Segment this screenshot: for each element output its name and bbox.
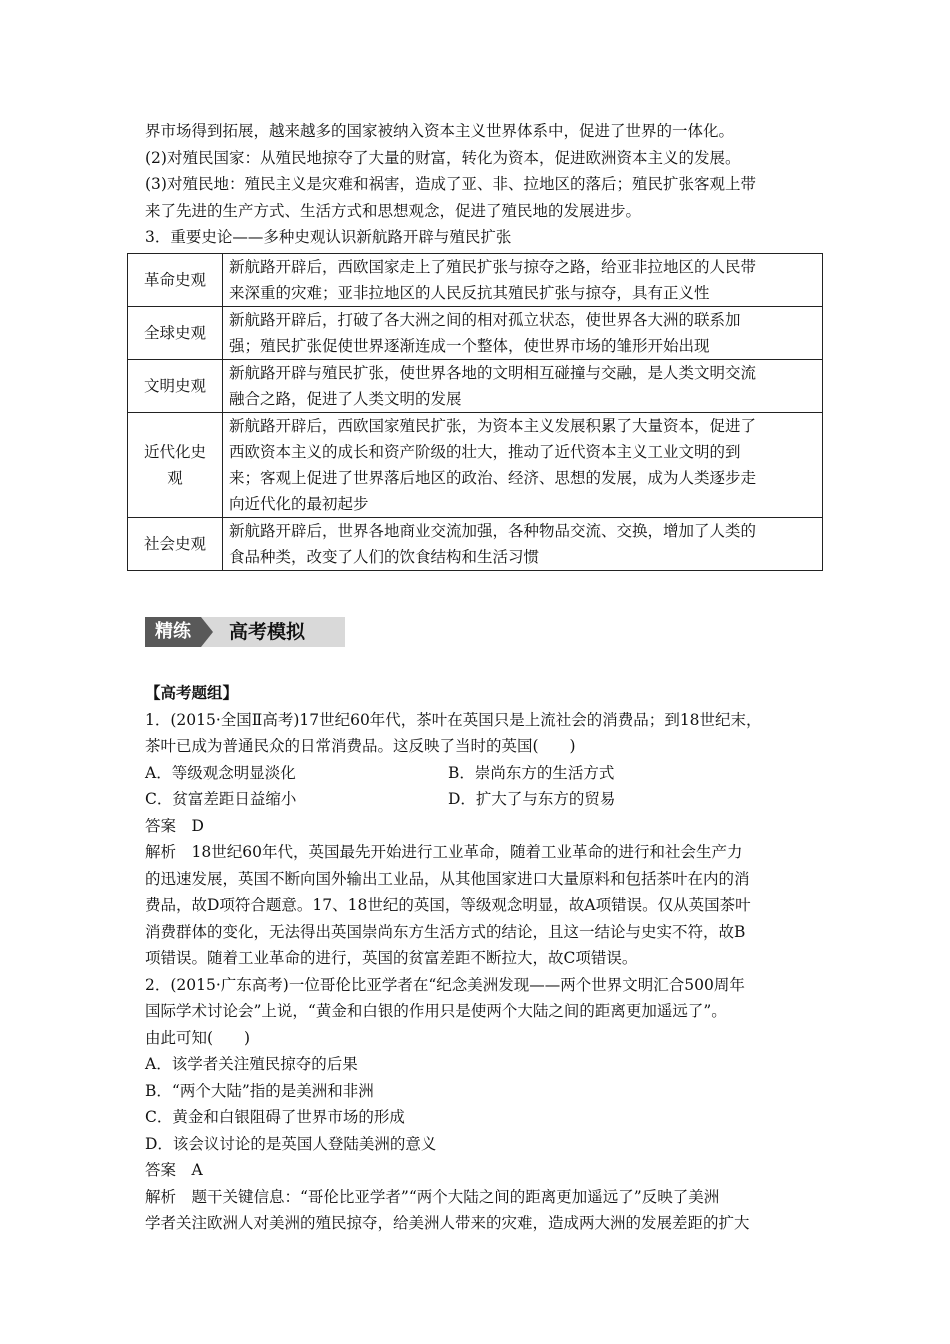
desc-line: 新航路开辟后，西欧国家走上了殖民扩张与掠夺之路，给亚非拉地区的人民带 bbox=[229, 257, 757, 276]
table-row bbox=[128, 359, 823, 412]
question-stem: 1．(2015·全国Ⅱ高考)17世纪60年代，茶叶在英国只是上流社会的消费品；到18世纪末， bbox=[145, 710, 762, 729]
view-name: 革命史观 bbox=[128, 253, 223, 306]
option: C．黄金和白银阻碍了世界市场的形成 bbox=[145, 1108, 405, 1126]
intro-line: (2)对殖民国家：从殖民地掠夺了大量的财富，转化为资本，促进欧洲资本主义的发展。 bbox=[145, 148, 741, 167]
question-stem: 由此可知( ) bbox=[145, 1028, 251, 1047]
view-desc bbox=[223, 412, 823, 517]
option: B．崇尚东方的生活方式 bbox=[448, 763, 615, 782]
view-desc bbox=[223, 359, 823, 412]
view-name-text: 近代化史观 bbox=[143, 442, 206, 487]
banner-arrow-icon bbox=[201, 617, 213, 647]
intro-line: 来了先进的生产方式、生活方式和思想观念，促进了殖民地的发展进步。 bbox=[145, 201, 642, 220]
analysis-line: 消费群体的变化，无法得出英国崇尚东方生活方式的结论，且这一结论与史实不符，故B bbox=[145, 922, 746, 941]
analysis-line: 费品，故D项符合题意。17、18世纪的英国，等级观念明显，故A项错误。仅从英国茶叶 bbox=[145, 896, 751, 914]
question-1 bbox=[145, 707, 845, 972]
intro-section bbox=[145, 118, 835, 571]
option: D．扩大了与东方的贸易 bbox=[448, 790, 616, 808]
option: A．该学者关注殖民掠夺的后果 bbox=[145, 1055, 358, 1073]
question-stem: 国际学术讨论会”上说，“黄金和白银的作用只是使两个大陆之间的距离更加遥远了”。 bbox=[145, 1002, 727, 1020]
desc-line: 食品种类，改变了人们的饮食结构和生活习惯 bbox=[229, 547, 540, 566]
practice-banner bbox=[145, 617, 345, 647]
desc-line: 新航路开辟后，世界各地商业交流加强，各种物品交流、交换，增加了人类的 bbox=[229, 521, 757, 540]
view-name: 社会史观 bbox=[128, 517, 223, 570]
analysis-line: 的迅速发展，英国不断向国外输出工业品，从其他国家进口大量原料和包括茶叶在内的消 bbox=[145, 869, 750, 888]
table-row bbox=[128, 412, 823, 517]
view-name: 文明史观 bbox=[128, 359, 223, 412]
option: B．“两个大陆”指的是美洲和非洲 bbox=[145, 1081, 374, 1100]
view-name bbox=[128, 412, 223, 517]
banner-tag: 精练 bbox=[145, 617, 201, 647]
question-stem: 2．(2015·广东高考)一位哥伦比亚学者在“纪念美洲发现——两个世界文明汇合500周年 bbox=[145, 975, 745, 994]
analysis-line: 解析 18世纪60年代，英国最先开始进行工业革命，随着工业革命的进行和社会生产力 bbox=[145, 843, 743, 861]
history-views-table bbox=[127, 253, 823, 571]
analysis-line: 学者关注欧洲人对美洲的殖民掠夺，给美洲人带来的灾难，造成两大洲的发展差距的扩大 bbox=[145, 1214, 750, 1232]
desc-line: 向近代化的最初起步 bbox=[229, 494, 369, 513]
group-label: 【高考题组】 bbox=[145, 683, 239, 702]
view-desc bbox=[223, 306, 823, 359]
view-name: 全球史观 bbox=[128, 306, 223, 359]
table-row bbox=[128, 517, 823, 570]
option: A．等级观念明显淡化 bbox=[145, 763, 296, 782]
banner-title: 高考模拟 bbox=[229, 621, 306, 643]
intro-line: 界市场得到拓展，越来越多的国家被纳入资本主义世界体系中，促进了世界的一体化。 bbox=[145, 122, 735, 140]
answer: 答案 D bbox=[145, 816, 204, 835]
desc-line: 来；客观上促进了世界落后地区的政治、经济、思想的发展，成为人类逐步走 bbox=[229, 468, 757, 487]
desc-line: 融合之路，促进了人类文明的发展 bbox=[229, 389, 462, 408]
desc-line: 新航路开辟与殖民扩张，使世界各地的文明相互碰撞与交融，是人类文明交流 bbox=[229, 363, 757, 382]
desc-line: 新航路开辟后，打破了各大洲之间的相对孤立状态，使世界各大洲的联系加 bbox=[229, 310, 741, 329]
exam-questions bbox=[145, 680, 845, 1237]
view-desc bbox=[223, 253, 823, 306]
desc-line: 西欧资本主义的成长和资产阶级的壮大，推动了近代资本主义工业文明的到 bbox=[229, 442, 741, 461]
option-row bbox=[145, 786, 845, 813]
table-row bbox=[128, 306, 823, 359]
answer: 答案 A bbox=[145, 1161, 203, 1179]
section-heading: 3．重要史论——多种史观认识新航路开辟与殖民扩张 bbox=[145, 228, 512, 246]
analysis-line: 解析 题干关键信息：“哥伦比亚学者”“两个大陆之间的距离更加遥远了”反映了美洲 bbox=[145, 1187, 720, 1206]
option: D．该会议讨论的是英国人登陆美洲的意义 bbox=[145, 1134, 437, 1153]
intro-line: (3)对殖民地：殖民主义是灾难和祸害，造成了亚、非、拉地区的落后；殖民扩张客观上带 bbox=[145, 175, 756, 193]
question-2 bbox=[145, 972, 845, 1237]
question-stem: 茶叶已成为普通民众的日常消费品。这反映了当时的英国( ) bbox=[145, 737, 576, 755]
option: C．贫富差距日益缩小 bbox=[145, 790, 297, 808]
analysis-line: 项错误。随着工业革命的进行，英国的贫富差距不断拉大，故C项错误。 bbox=[145, 949, 638, 967]
desc-line: 强；殖民扩张促使世界逐渐连成一个整体，使世界市场的雏形开始出现 bbox=[229, 336, 710, 355]
desc-line: 来深重的灾难；亚非拉地区的人民反抗其殖民扩张与掠夺，具有正义性 bbox=[229, 283, 710, 302]
desc-line: 新航路开辟后，西欧国家殖民扩张，为资本主义发展积累了大量资本，促进了 bbox=[229, 416, 757, 435]
table-row bbox=[128, 253, 823, 306]
view-desc bbox=[223, 517, 823, 570]
option-row bbox=[145, 760, 845, 787]
